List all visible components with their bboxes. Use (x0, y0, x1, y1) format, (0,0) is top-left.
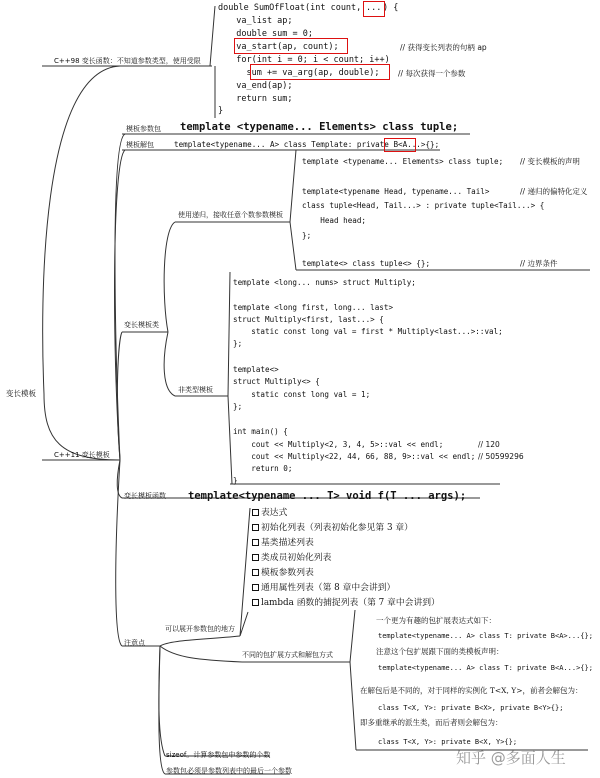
checkbox-icon (252, 554, 259, 561)
connector-root-cpp98 (43, 66, 120, 394)
cpp98-code-line-7: sum += va_arg(ap, double); (226, 68, 380, 78)
comment-va-arg: // 每次获得一个参数 (398, 69, 466, 78)
unpack-intro-1: 一个更为有趣的包扩展表达式如下： (376, 616, 496, 625)
recursion-code-0: template <typename... Elements> class tuple; (302, 157, 504, 166)
expand-place-0: 表达式 (252, 509, 287, 518)
comment-va-start: // 获得变长列表的句柄 ap (400, 43, 487, 52)
unpack-intro-4: 即多重继承的派生类，而后者则会解包为： (360, 718, 503, 727)
cpp98-code-line-8: va_end(ap); (226, 81, 293, 91)
nontype-comment-1: // 50599296 (478, 452, 524, 461)
recursion-code-2: class tuple<Head, Tail...> : private tuple<Tail...> { (302, 201, 545, 210)
last-param-label: 参数包必须是参数列表中的最后一个参数 (166, 767, 292, 775)
pack-param-label: 模板参数包 (126, 125, 161, 133)
highlight-va-arg (250, 64, 390, 80)
nontype-code-2: struct Multiply<first, last...> { (233, 315, 384, 324)
cpp98-code-line-6: for(int i = 0; i < count; i++) (226, 55, 390, 65)
cpp98-code-line-4: double sum = 0; (226, 29, 313, 39)
unpack-code-1: template<typename... A> class T: private B<A>...{}; (378, 632, 593, 640)
different-unpack-label: 不同的包扩展方式和解包方式 (242, 651, 333, 659)
checkbox-icon (252, 524, 259, 531)
recursion-code-3: Head head; (302, 216, 367, 225)
expand-place-6: lambda 函数的捕捉列表（第 7 章中会讲到） (252, 599, 440, 608)
notes-label: 注意点 (124, 639, 145, 647)
unpack-code-4: class T<X, Y>: private B<X, Y>{}; (378, 738, 518, 746)
recursion-label: 使用递归，接收任意个数参数模板 (178, 211, 283, 219)
sizeof-label: sizeof。计算参数包中参数的个数 (166, 751, 271, 759)
cpp98-code-line-3: va_list ap; (226, 16, 293, 26)
recursion-code-4: }; (302, 231, 312, 240)
nontype-code-7: static const long val = 1; (233, 390, 371, 399)
nontype-label: 非类型模板 (178, 386, 213, 394)
nontype-code-10: cout << Multiply<2, 3, 4, 5>::val << endl; (233, 440, 444, 449)
variadic-class-label: 变长模板类 (124, 321, 159, 329)
root-node: 变长模板 (6, 389, 36, 398)
nontype-code-3: static const long val = first * Multiply<last...>::val; (233, 327, 503, 336)
cpp98-code-line-10: } (218, 106, 224, 116)
watermark: 知乎 @多面人生 (456, 749, 566, 767)
nontype-code-11: cout << Multiply<22, 44, 66, 88, 9>::val << endl; (233, 452, 476, 461)
cpp11-label: C++11 变长模板 (54, 451, 110, 459)
nontype-code-1: template <long first, long... last> (233, 303, 394, 312)
expand-place-1: 初始化列表（列表初始化参见第 3 章） (252, 524, 413, 533)
nontype-code-0: template <long... nums> struct Multiply; (233, 278, 416, 287)
checkbox-icon (252, 509, 259, 516)
recursion-comment-1: // 递归的偏特化定义 (520, 187, 588, 196)
nontype-code-4: }; (233, 339, 243, 348)
nontype-code-5: template<> (233, 365, 279, 374)
checkbox-icon (252, 599, 259, 606)
expand-place-5: 通用属性列表（第 8 章中会讲到） (252, 584, 395, 593)
nontype-comment-0: // 120 (478, 440, 500, 449)
unpack-label: 模板解包 (126, 141, 154, 149)
checkbox-icon (252, 584, 259, 591)
cpp98-code-brace: ) { (383, 3, 399, 13)
cpp98-code-line-5: va_start(ap, count); (226, 42, 339, 52)
expand-place-4: 模板参数列表 (252, 569, 314, 578)
pack-param-code: template <typename... Elements> class tuple; (180, 121, 459, 133)
nontype-code-9: int main() { (233, 427, 288, 436)
recursion-code-5: template<> class tuple<> {}; (302, 259, 431, 268)
unpack-intro-2: 注意这个包扩展跟下面的类模板声明： (376, 647, 504, 656)
nontype-code-8: }; (233, 402, 243, 411)
unpack-code-2: template<typename... A> class T: private B<A...>{}; (378, 664, 593, 672)
nontype-code-6: struct Multiply<> { (233, 377, 320, 386)
recursion-comment-2: // 边界条件 (520, 259, 558, 268)
highlight-unpack (384, 138, 416, 152)
recursion-comment-0: // 变长模板的声明 (520, 157, 580, 166)
cpp98-code-line-9: return sum; (226, 94, 293, 104)
unpack-code-3: class T<X, Y>: private B<X>, private B<Y>{}; (378, 704, 564, 712)
recursion-code-1: template<typename Head, typename... Tail> (302, 187, 490, 196)
highlight-va-start (234, 38, 348, 54)
cpp98-code-line-0: double SumOfFloat(int count, (218, 3, 362, 13)
unpack-intro-3: 在解包后是不同的，对于同样的实例化 T<X, Y>，前者会解包为： (360, 686, 583, 695)
nontype-code-12: return 0; (233, 464, 293, 473)
expand-place-3: 类成员初始化列表 (252, 554, 331, 563)
expand-places-label: 可以展开参数包的地方 (165, 625, 235, 633)
cpp98-code-ellipsis: ... (366, 3, 382, 13)
checkbox-icon (252, 539, 259, 546)
nontype-code-13: } (233, 476, 238, 485)
checkbox-icon (252, 569, 259, 576)
cpp98-label: C++98 变长函数：不知道参数类型，使用受限 (54, 57, 201, 65)
highlight-ellipsis (363, 1, 385, 17)
variadic-func-label: 变长模板函数 (124, 492, 166, 500)
variadic-func-code: template<typename ... T> void f(T ... args); (188, 490, 467, 502)
unpack-code: template<typename... A> class Template: private B<A...>{}; (174, 140, 440, 149)
expand-place-2: 基类描述列表 (252, 539, 314, 548)
